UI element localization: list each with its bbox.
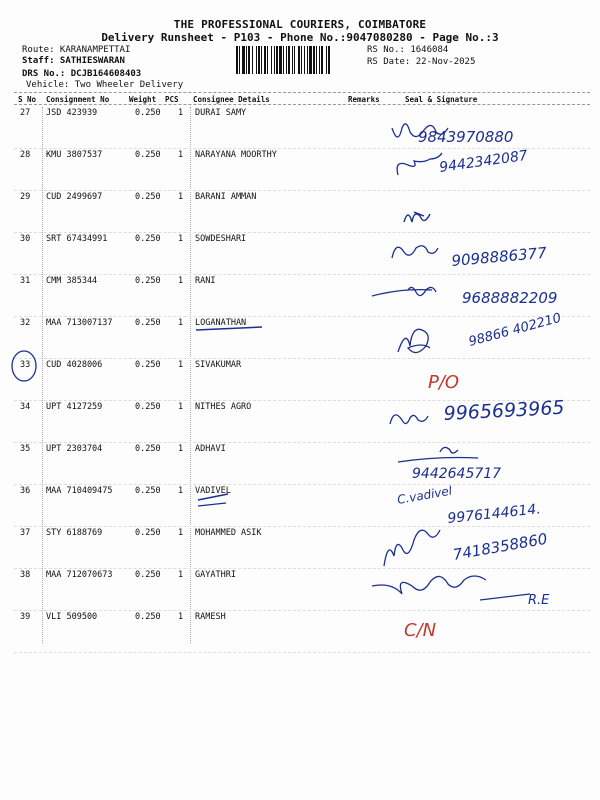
handwritten-signature-text: R.E [528, 593, 550, 608]
row-consignment-no: JSD 423939 [46, 108, 98, 118]
barcode-bar [256, 46, 257, 74]
vehicle-label: Vehicle: Two Wheeler Delivery [26, 80, 184, 90]
table-row [0, 192, 600, 234]
row-weight: 0.250 [135, 276, 161, 286]
handwritten-phone: 9976144614. [446, 501, 542, 527]
row-separator [14, 610, 590, 611]
barcode-bar [267, 46, 268, 74]
barcode-bar [271, 46, 272, 74]
row-consignee: RAMESH [195, 612, 226, 622]
row-separator [14, 400, 590, 401]
barcode-bar [242, 46, 245, 74]
row-consignment-no: KMU 3807537 [46, 150, 103, 160]
row-consignee: SIVAKUMAR [195, 360, 242, 370]
row-pcs: 1 [178, 234, 184, 244]
row-sno: 34 [20, 402, 31, 412]
row-sno: 28 [20, 150, 31, 160]
route-label: Route: KARANAMPETTAI [22, 45, 131, 55]
row-sno: 29 [20, 192, 31, 202]
rs-date: RS Date: 22-Nov-2025 [367, 57, 476, 67]
barcode-bar [283, 46, 284, 74]
row-pcs: 1 [178, 402, 184, 412]
barcode-bar [286, 46, 287, 74]
row-separator [14, 148, 590, 149]
row-separator [14, 232, 590, 233]
col-header-pcs: PCS [165, 95, 179, 104]
barcode-bar [252, 46, 253, 74]
barcode-bar [319, 46, 320, 74]
row-weight: 0.250 [135, 234, 161, 244]
barcode-bar [246, 46, 247, 74]
row-consignee: MOHAMMED ASIK [195, 528, 262, 538]
row-pcs: 1 [178, 276, 184, 286]
barcode-bar [301, 46, 302, 74]
barcode-bar [316, 46, 317, 74]
table-row [0, 486, 600, 528]
row-separator [14, 274, 590, 275]
row-weight: 0.250 [135, 612, 161, 622]
barcode-bar [328, 46, 330, 74]
row-consignee: LOGANATHAN [195, 318, 247, 328]
row-weight: 0.250 [135, 318, 161, 328]
row-pcs: 1 [178, 486, 184, 496]
row-consignee: DURAI SAMY [195, 108, 247, 118]
barcode-bar [307, 46, 308, 74]
row-consignee: VADIVEL [195, 486, 231, 496]
row-separator [14, 652, 590, 653]
row-pcs: 1 [178, 150, 184, 160]
row-weight: 0.250 [135, 444, 161, 454]
handwritten-phone: 9688882209 [462, 289, 558, 307]
barcode-bar [294, 46, 295, 74]
row-consignment-no: MAA 710409475 [46, 486, 113, 496]
row-consignee: NARAYANA MOORTHY [195, 150, 277, 160]
col-header-consignment: Consignment No [46, 95, 110, 104]
barcode-bar [261, 46, 262, 74]
row-consignee: SOWDESHARI [195, 234, 247, 244]
barcode-bar [279, 46, 282, 74]
row-consignee: NITHES AGRO [195, 402, 252, 412]
barcode-bar [258, 46, 260, 74]
handwritten-phone: 7418358860 [451, 529, 549, 564]
table-row [0, 108, 600, 150]
barcode-bar [292, 46, 293, 74]
row-pcs: 1 [178, 360, 184, 370]
table-row [0, 276, 600, 318]
row-consignment-no: MAA 713007137 [46, 318, 113, 328]
col-header-sno: S No [18, 95, 37, 104]
row-sno: 30 [20, 234, 31, 244]
row-separator [14, 526, 590, 527]
row-sno: 27 [20, 108, 31, 118]
row-consignment-no: CUD 4028006 [46, 360, 103, 370]
table-row [0, 528, 600, 570]
barcode-bar [321, 46, 323, 74]
runsheet-subtitle: Delivery Runsheet - P103 - Phone No.:9047080280 - Page No.:3 [101, 31, 499, 44]
barcode-bar [276, 46, 278, 74]
row-weight: 0.250 [135, 570, 161, 580]
handwritten-name: C.vadivel [396, 483, 454, 507]
header-rule-bottom [14, 104, 590, 105]
row-weight: 0.250 [135, 486, 161, 496]
table-row [0, 444, 600, 486]
row-weight: 0.250 [135, 402, 161, 412]
row-weight: 0.250 [135, 108, 161, 118]
row-consignment-no: VLI 509500 [46, 612, 98, 622]
barcode-bar [239, 46, 240, 74]
handwritten-phone: 9098886377 [450, 243, 548, 270]
row-weight: 0.250 [135, 528, 161, 538]
row-sno: 31 [20, 276, 31, 286]
barcode-bar [326, 46, 327, 74]
table-row [0, 360, 600, 402]
table-row [0, 318, 600, 360]
col-header-consignee: Consignee Details [193, 95, 270, 104]
row-pcs: 1 [178, 528, 184, 538]
row-sno: 35 [20, 444, 31, 454]
drs-label: DRS No.: DCJB164608403 [22, 69, 142, 79]
handwritten-phone: 9442342087 [438, 147, 529, 176]
row-pcs: 1 [178, 108, 184, 118]
barcode-bar [248, 46, 250, 74]
barcode-bar [236, 46, 238, 74]
handwritten-phone: 9965693965 [443, 396, 565, 425]
row-consignee: GAYATHRI [195, 570, 236, 580]
row-separator [14, 358, 590, 359]
col-header-seal: Seal & Signature [405, 95, 478, 104]
row-consignment-no: CMM 385344 [46, 276, 98, 286]
table-row [0, 402, 600, 444]
header-rule-top [14, 92, 590, 93]
handwritten-cn-mark: C/N [404, 620, 437, 641]
row-consignee: RANI [195, 276, 216, 286]
barcode [236, 46, 362, 74]
row-consignment-no: STY 6188769 [46, 528, 103, 538]
row-consignment-no: MAA 712070673 [46, 570, 113, 580]
handwritten-po-mark: P/O [428, 372, 460, 393]
row-pcs: 1 [178, 192, 184, 202]
row-sno: 33 [20, 360, 31, 370]
row-weight: 0.250 [135, 150, 161, 160]
table-row [0, 234, 600, 276]
table-row [0, 612, 600, 654]
row-pcs: 1 [178, 612, 184, 622]
row-consignment-no: UPT 2303704 [46, 444, 103, 454]
table-row [0, 570, 600, 612]
handwritten-phone: 9442645717 [412, 466, 502, 482]
col-header-remarks: Remarks [348, 95, 380, 104]
barcode-bar [298, 46, 300, 74]
row-separator [14, 442, 590, 443]
row-separator [14, 568, 590, 569]
row-separator [14, 316, 590, 317]
row-consignment-no: UPT 4127259 [46, 402, 103, 412]
row-pcs: 1 [178, 318, 184, 328]
barcode-bar [288, 46, 290, 74]
row-sno: 36 [20, 486, 31, 496]
row-sno: 37 [20, 528, 31, 538]
row-consignee: ADHAVI [195, 444, 226, 454]
barcode-bar [264, 46, 266, 74]
col-header-weight: Weight [129, 95, 157, 104]
table-row [0, 147, 600, 192]
company-title: THE PROFESSIONAL COURIERS, COIMBATORE [173, 18, 427, 31]
row-consignment-no: CUD 2499697 [46, 192, 103, 202]
row-sno: 39 [20, 612, 31, 622]
handwritten-phone: 98866 402210 [467, 310, 563, 350]
barcode-bar [274, 46, 275, 74]
row-consignee: BARANI AMMAN [195, 192, 257, 202]
barcode-bar [304, 46, 305, 74]
row-weight: 0.250 [135, 360, 161, 370]
rs-number: RS No.: 1646084 [367, 45, 449, 55]
barcode-bar [313, 46, 315, 74]
row-weight: 0.250 [135, 192, 161, 202]
handwritten-phone: 9843970880 [418, 128, 514, 146]
row-separator [14, 190, 590, 191]
row-pcs: 1 [178, 570, 184, 580]
barcode-bar [309, 46, 312, 74]
row-separator [14, 484, 590, 485]
staff-label: Staff: SATHIESWARAN [22, 56, 125, 66]
row-pcs: 1 [178, 444, 184, 454]
row-sno: 38 [20, 570, 31, 580]
row-sno: 32 [20, 318, 31, 328]
row-consignment-no: SRT 67434991 [46, 234, 108, 244]
